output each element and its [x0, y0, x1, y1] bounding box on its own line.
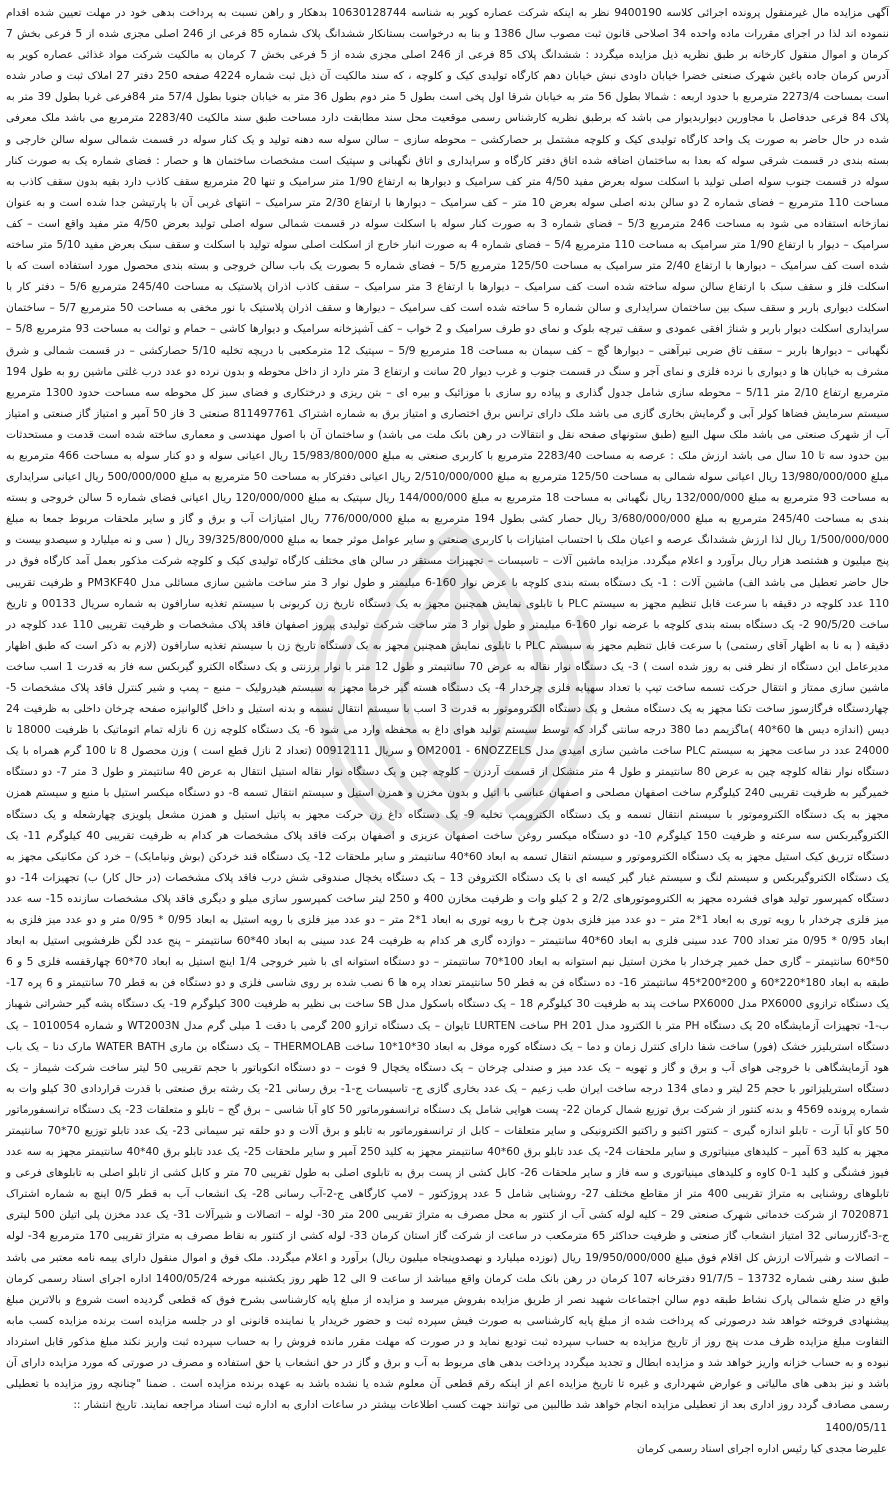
notice-body: آگهی مزایده مال غیرمنقول پرونده اجرائی کلاسه 9400190 نظر به اینکه شرکت عصاره کویر به شناسه 10630128744 بدهکار و راهن نسبت به پرداخت بدهی خود در مهلت تعیین شده اقدام ننموده اند لذا در اجرای مقررات ماده واحده 34 اصلاحی قانون ثبت مصوب سال 1386 و بنا به درخواست بستانکار ششدانگ پلاک شماره 85 فرعی از 246 اصلی مجزی شده از 5 فرعی بخش 7 کرمان و اموال منقول کارخانه بر طبق نظریه ذیل مزایده میگردد : ششدانگ پلاک 85 فرعی از 246 اصلی مجزی شده از 5 فرعی بخش 7 کرمان به مالکیت شرکت مواد غذائی عصاره کویر به آدرس کرمان جاده باغین شهرک صنعتی خضرا خیابان داودی نبش خیابان دهم کارگاه تولیدی کیک و کلوچه ، که سند مالکیت آن ذیل ثبت شماره 4224 صفحه 250 دفتر 27 املاک ثبت و صادر شده است بمساحت 2273/4 مترمربع با حدود اربعه : شمالا بطول 56 متر به خیابان شرقا اول پخی است بطول 5 متر دوم بطول 36 متر به خیابان جنوبا بطول 57/4 متر 84فرعی غربا بطول 39 متر به پلاک 84 فرعی حدفاصل با مجاورین دیواربدیوار می باشد که برطبق نظریه کارشناس رسمی موقعیت محل سند مطابقت دارد مساحت طبق سند مالکیت 2283/40 مترمربع می باشد ملک معرفی شده در حال حاضر به صورت یک واحد کارگاه تولیدی کیک و کلوچه مشتمل بر حصارکشی – محوطه سازی – سالن سوله سه دهنه تولید و یک کنار سوله در قسمت شمالی سوله سالن خارجی و بسته بندی در قسمت شرقی سوله که بعدا به ساختمان اضافه شده اتاق دفتر کارگاه و سرایداری و اتاق نگهبانی و سپتیک است مشخصات ساختمان ها و حصار : فضای شماره یک به صورت کنار سوله در قسمت جنوب سوله اصلی تولید با اسکلت سوله بعرض مفید 4/50 متر کف سرامیک و دیوارها به ارتفاع 1/90 متر سرامیک و تنها 20 مترمربع سقف کاذب دارد بقیه بدون سقف کاذب به مساحت 110 مترمربع – فضای شماره 2 دو سالن بدنه اصلی سوله بعرض 10 متر – کف سرامیک – دیوارها با ارتفاع 2/30 متر سرامیک – انتهای غربی آن با پارتیشن جدا شده است و به عنوان نمازخانه استفاده می شود به مساحت 246 مترمربع 5/3 – فضای شماره 3 به صورت کنار سوله با اسکلت سوله در قسمت شمالی سوله اصلی تولید بعرض 4/50 متر مفید واقع است – کف سرامیک – دیوار با ارتفاع 1/90 متر سرامیک به مساحت 110 مترمربع 5/4 – فضای شماره 4 به صورت انبار خارج از اسکلت اصلی سوله تولید با اسکلت و سقف سبک بعرض مفید 5/10 متر ساخته شده است کف سرامیک – دیوارها با ارتفاع 2/40 متر سرامیک به مساحت 125/50 مترمربع 5/5 – فضای شماره 5 بصورت یک باب سالن خروجی و بسته بندی محصول مورد استفاده است که با اسکلت فلز و سقف سبک با ارتفاع سالن سوله ساخته شده است کف سرامیک – دیوارها با ارتفاع 3 متر سرامیک – سقف کاذب اذران پلاستیک به مساحت 245/40 مترمربع 5/6 – دفتر کار با اسکلت دیواری باربر و سقف سبک بین ساختمان سرایداری و سالن شماره 5 ساخته شده است کف سرامیک – دیوارها و سقف اذران پلاستیک با نور مخفی به مساحت 50 مترمربع 5/7 – ساختمان سرایداری اسکلت دیوار باربر و شناژ افقی عمودی و سقف تیرچه بلوک و نمای دو طرف سرامیک و 2 خواب – کف آشپزخانه سرامیک و دیوارها کاشی – حمام و توالت به مساحت 93 مترمربع 5/8 – نگهبانی – دیوارها باربر – سقف تاق ضربی تیرآهنی – دیوارها گچ – کف سیمان به مساحت 18 مترمربع 5/9 – سپتیک 12 مترمکعبی با دریچه تخلیه 5/10 حصارکشی – در قسمت شمالی و شرق مشرف به خیابان ها و دیواری با نرده فلزی و نمای آجر و سنگ در قسمت جنوب و غرب دیوار 20 سانت و ارتفاع 3 متر دارد از داخل محوطه و بدون نرده دو عدد درب غلتی ماشین رو به طول 194 مترمربع ارتفاع 2/10 متر 5/11 – محوطه سازی شامل جدول گذاری و پیاده رو سازی با موزائیک و بیره ای – بتن ریزی و درختکاری و فضای سبز کل محوطه سه مساحت حدود 1300 مترمربع سیستم سرمایش فضاها کولر آبی و گرمایش بخاری گازی می باشد ملک دارای ترانس برق اختصاری و امتیاز برق به شماره اشتراک 811497761 صنعتی 3 فاز 50 آمپر و امتیاز گاز صنعتی و امتیاز آب از شهرک صنعتی می باشد ملک سهل البیع (طبق ستونهای صفحه نقل و انتقالات در رهن بانک ملت می باشد) و ساختمان آن با اصول مهندسی و معماری ساخته شده است قدمت و مستحدثات بین حدود سه تا 10 سال می باشد ارزش ملک : عرصه به مساحت 2283/40 مترمربع با کاربری صنعتی به مبلغ 15/983/800/000 ریال اعیانی سوله و دو کنار سوله به مساحت 466 مترمربع به مبلغ 13/980/000/000 ریال اعیانی سوله شمالی به مساحت 125/50 مترمربع به مبلغ 2/510/000/000 ریال اعیانی دفترکار به مساحت 50 مترمربع به مبلغ 500/000/000 ریال اعیانی سرایداری به مساحت 93 مترمربع به مبلغ 132/000/000 ریال نگهبانی به مساحت 18 مترمربع به مبلغ 144/000/000 ریال سپتیک به مبلغ 120/000/000 ریال اعیانی فضای شماره 5 سالن خروجی و بسته بندی به مساحت 245/40 مترمربع به مبلغ 3/680/000/000 ریال حصار کشی بطول 194 مترمربع به مبلغ 776/000/000 ریال امتیازات آب و برق و گاز و سایر ملحقات مربوط جمعا به مبلغ 1/500/000/000 ریال لذا ارزش ششدانگ عرصه و اعیان ملک با احتساب امتیازات با کاربری صنعتی و سایر عوامل موثر جمعا به مبلغ 39/325/800/000 ریال ( سی و نه میلیارد و سیصدو بیست و پنج میلیون و هشتصد هزار ریال برآورد و اعلام میگردد. مزایده ماشین آلات – تاسیسات – تجهیزات مستقر در سالن های مختلف کارگاه تولیدی کیک و کلوچه شرکت مذکور بعمل آمد کارگاه فوق در حال حاضر تعطیل می باشد الف) ماشین آلات : 1- یک دستگاه بسته بندی کلوچه با عرض نوار 160-6 میلیمتر و طول نوار 3 متر ساخت ماشین سازی مسائلی مدل PM3KF40 و ظرفیت تقریبی 110 عدد کلوچه در دقیقه با سرعت قابل تنظیم مجهز به سیستم PLC با تابلوی نمایش همچنین مجهز به یک دستگاه تاریخ زن کربونی با سیستم تغذیه سارافون به شماره سریال 00133 و تاریخ ساخت 90/5/20 2- یک دستگاه بسته بندی کلوچه با عرضه نوار 160-6 میلیمتر و طول نوار 3 متر ساخت شرکت تولیدی پیروز اصفهان فاقد پلاک مشخصات و ظرفیت تقریبی 110 عدد کلوچه در دقیقه ( به نا به اظهار آقای رستمی) با سرعت قابل تنظیم مجهز به سیستم PLC با تابلوی نمایش همچنین مجهز به یک دستگاه تاریخ زن با سیستم تغذیه سارافون (لازم به ذکر است که طبق اظهار مدیرعامل این دستگاه از نظر فنی به روز شده است ) 3- یک دستگاه نوار نقاله به عرض 70 سانتیمتر و طول 12 متر با نوار برزنتی و یک دستگاه الکترو گیربکس سه فاز به قدرت 1 اسب ساخت ماشین سازی ممتاز و انتقال حرکت تسمه ساخت تیپ با تعداد سهپایه فلزی چرخدار 4- یک دستگاه هسته گیر خرما مجهز به سیستم هیدرولیک – منبع – پمپ و شیر کنترل فاقد پلاک مشخصات 5- چهاردستگاه فرگازسوز ساخت تکنا مجهز به یک دستگاه مشعل و یک دستگاه الکتروموتور به قدرت 3 اسب با سیستم انتقال تسمه و بدنه استیل و داخل گالوانیزه صفحه چرخان داخلی به ظرفیت 24 دیس (اندازه دیس ها 60*40 )ماگزیمم دما 380 درجه سانتی گراد که توسط سیستم تولید هوای داغ به محفظه وارد می شود 6- یک دستگاه کلوچه زن 6 نازله تمام اتوماتیک با ظرفیت 18000 تا 24000 عدد در ساعت مجهز به سیستم PLC ساخت ماشین سازی امیدی مدل OM2001 - 6NOZZELS و سریال 00912111 (تعداد 2 نازل قطع است ) وزن محصول 8 تا 100 گرم همراه با یک دستگاه نوار نقاله کلوچه چین به عرض 80 سانتیمتر و طول 4 متر متشکل از قسمت آردزن – کلوچه چین و یک دستگاه نوار نقاله استیل انتقال به عرض 40 سانتیمتر و طول 3 متر 7- دو دستگاه خمیرگیر به ظرفیت تقریبی 240 کیلوگرم ساخت اصفهان مصلحی و اصفهان عباسی با اتیل و بدون مخزن و همزن استیل و سیستم انتقال تسمه 8- دو دستگاه میکسر استیل با منبع و سیستم همزن مجهز به یک دستگاه الکتروموتور با سیستم انتقال تسمه و یک دستگاه الکتروپمپ تخلیه 9- یک دستگاه داغ زن حرکت مجهز به پاتیل استیل و همزن مشعل پلویزی چهارشعله و یک دستگاه الکتروگیربکس سه سرعته و ظرفیت 150 کیلوگرم 10- دو دستگاه میکسر روغن ساخت اصفهان عزیزی و اصفهان برکت فاقد پلاک مشخصات هر کدام به ظرفیت تقریبی 40 کیلوگرم 11- یک دستگاه تزریق کیک استیل مجهز به یک دستگاه الکتروموتور و سیستم انتقال تسمه به ابعاد 60*40 سانتیمتر و سایر ملحقات 12- یک دستگاه قند خردکن (بوش ونیامایک) – خرد کن مکانیکی مجهز به یک دستگاه الکتروگیربکس و سیستم لنگ و سیستم غبار گیر کیسه ای با یک دستگاه الکتروفن 13 – یک دستگاه یخچال صندوقی شش درب فاقد پلاک مشخصات (در حال کار) ب) تجهیزات 14- دو دستگاه کمپرسور تولید هوای فشرده مجهز به الکتروموتورهای 2/2 و 2 کیلو وات و ظرفیت مخازن 400 و 250 لیتر ساخت کمپرسور سازی میلو و دیگری فاقد پلاک مشخصات سازنده 15- سه عدد میز فلزی چرخدار با رویه توری به ابعاد 1*2 متر – دو عدد میز فلزی بدون چرخ با رویه توری به ابعاد 1*2 متر – دو عدد میز فلزی با رویه استیل به ابعاد 0/95 * 0/95 متر و دو عدد میز فلزی به ابعاد 0/95 * 0/95 متر تعداد 700 عدد سینی فلزی به ابعاد 60*40 سانتیمتر – دوازده گاری هر کدام به ظرفیت 24 عدد سینی به ابعاد 40*60 سانتیمتر – پنج عدد لگن ظرفشویی استیل به ابعاد 50*60 سانتیمتر – گاری حمل خمیر چرخدار با مخزن استیل نیم استوانه به ابعاد 100*70 سانتیمتر – دو دستگاه استوانه ای با شیر خروجی 1/4 اینچ استیل به ابعاد 70*60 چهارقفسه فلزی 5 و 6 طبقه به ابعاد 180*220*60 و 200*200*45 سانتیمتر 16- ده دستگاه فن به قطر 50 سانتیمتر تعداد پره ها 6 نصب شده بر روی شاسی فلزی و دو دستگاه فن به قطر 70 سانتیمتر و 6 پره 17- یک دستگاه ترازوی PX6000 مدل PX6000 ساخت پند به ظرفیت 30 کیلوگرم 18 – یک دستگاه باسکول مدل SB ساخت بی نظیر به ظرفیت 300 کیلوگرم 19- یک دستگاه پشه گیر حشراتی شهباز ب-1- تجهیزات آزمایشگاه 20 یک دستگاه PH متر با الکترود مدل PH 201 ساخت LURTEN تایوان – یک دستگاه ترازو 200 گرمی با دقت 1 میلی گرم مدل WT2003N و شماره 1010054 – یک دستگاه استریلیزر خشک (فور) ساخت شفا دارای کنترل زمان و دما – یک دستگاه کوره موفل به ابعاد 30*10*10 ساخت THERMOLAB – یک دستگاه بن ماری WATER BATH مارک دنا – یک باب هود آزمایشگاهی با خروجی هوای آب و برق و گاز و تهویه – یک عدد میز و صندلی چرخان – یک دستگاه یخچال 9 فوت – دو دستگاه انکوباتور با حجم تقریبی 50 لیتر ساخت شرکت شیماز – یک دستگاه استریلیزاتور با حجم 25 لیتر و دمای 134 درجه ساخت ایران طب زعیم – یک عدد بخاری گازی ج- تاسیسات ج-1- برق رسانی 21- یک رشته برق صنعتی با قدرت قراردادی 30 کیلو وات به شماره پرونده 4569 و بدنه کنتور از شرکت برق توزیع شمال کرمان 22- پست هوایی شامل یک دستگاه ترانسفورماتور 50 کاو آبا شاسی – برق گج – تابلو و متعلقات 23- یک دستگاه ترانسفورماتور 50 کاو آبا آرت - تابلو اندازه گیری – کنتور اکتیو و راکتیو الکترونیکی و سایر متعلقات – کابل از ترانسفورماتور به تابلو و برق آلات و دو حلقه تیر سیمانی 23- یک عدد تابلو توزیع 70*70 سانتیمتر مجهز به کلید 63 آمپر – کلیدهای مینیاتوری و سایر ملحقات 24- یک عدد تابلو برق 60*40 سانتیمتر مجهز به کلید 250 آمپر و سایر ملحقات 25- یک عدد تابلو برق 40*40 سانتیمتر مجهز به سه عدد فیوز فشنگی و کلید 1-0 کاوه و کلیدهای مینیاتوری و سه فاز و سایر ملحقات 26- کابل کشی از پست برق به تابلوی اصلی به طول تقریبی 70 متر و کابل کشی از تابلو اصلی به تابلوهای فرعی و تابلوهای روشنایی به متراژ تقریبی 400 متر از مقاطع مختلف 27- روشنایی شامل 5 عدد پروژکتور – لامپ کارگاهی ج-2-آب رسانی 28- یک انشعاب آب به قطر 0/5 اینچ به شماره اشتراک 7020871 از شرکت خدماتی شهرک صنعتی 29 – کلیه لوله کشی آب از کنتور به محل مصرف به متراژ تقریبی 200 متر 30- لوله – اتصالات و شیرآلات 31- یک عدد مخزن پلی اتیلن 500 لیتری ج-3-گازرسانی 32 امتیاز انشعاب گاز صنعتی و ظرفیت حداکثر 65 مترمکعب در ساعت از شرکت گاز استان کرمان 33- لوله کشی از کنتور به نقاط مصرف به متراژ تقریبی 170 مترمربع 34- لوله – اتصالات و شیرآلات ارزش کل اقلام فوق مبلغ 19/950/000/000 ریال (نوزده میلیارد و نهصدوپنجاه میلیون ریال) برآورد و اعلام میگردد. ملک فوق و اموال منقول دارای بیمه نامه معتبر می باشد طبق سند رهنی شماره 13732 – 91/7/5 دفترخانه 107 کرمان در رهن بانک ملت کرمان واقع میباشد از ساعت 9 الی 12 ظهر روز یکشنبه مورخه 1400/05/24 اداره اجرای اسناد رسمی کرمان واقع در ضلع شمالی پارک نشاط طبقه دوم سالن اجتماعات شهید نصر از طریق مزایده بفروش میرسد و مزایده از مبلغ پایه کارشناسی بشرح فوق که قطعی گردیده است شروع و بالاترین مبلغ پیشنهادی فروخته خواهد شد درصورتی که پرداخت شده از مبلغ پایه کارشناسی به صورت فیش سپرده ثبت و حضور خریدار یا نماینده قانونی او در جلسه مزایده است برنده مزایده کسب مابه التفاوت مبلغ مزایده ظرف مدت پنج روز از تاریخ مزایده به حساب سپرده ثبت تودیع نماید و در صورت که مهلت مقرر مانده فروش را به حساب سپرده ثبت واریز نکند مبلغ مذکور قابل استرداد نبوده و به حساب خزانه واریز خواهد شد و مزایده ابطال و تجدید میگردد پرداخت بدهی های مربوط به آب و برق و گاز در حق انشعاب یا حق استفاده و مصرف در صورتی که مورد مزایده دارای آن باشد و نیز بدهی های مالیاتی و عوارض شهرداری و غیره تا تاریخ مزایده اعم از اینکه رقم قطعی آن معلوم شده یا نشده باشد به عهده برنده مزایده است . ضمنا "چنانچه روز مزایده با تعطیلی رسمی مصادف گردد روز اداری بعد از تعطیلی مزایده انجام خواهد شد طالبین می توانند جهت کسب اطلاعات بیشتر در ساعات اداری به اداره ثبت اسناد مراجعه نمایند. تاریخ انتشار ::: [6, 6, 890, 1412]
signature-block: [637, 1417, 887, 1459]
signature-line: علیرضا مجدی کیا رئیس اداره اجرای اسناد رسمی کرمان: [636, 1442, 887, 1456]
notice-date: 1400/05/11: [825, 1421, 887, 1434]
auction-notice-text: [6, 2, 889, 1415]
